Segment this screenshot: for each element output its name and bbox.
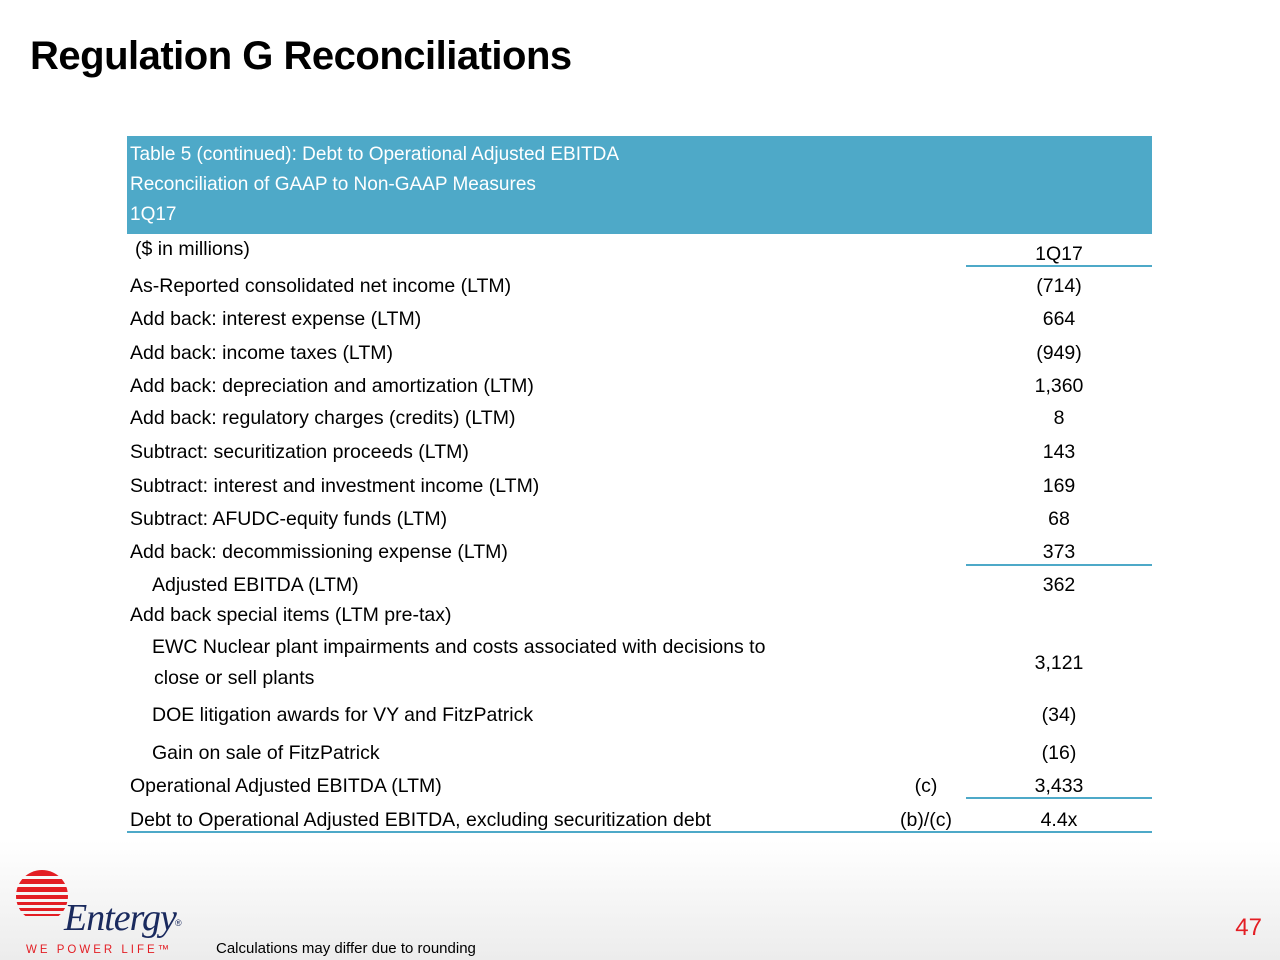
row-label-depreciation: Add back: depreciation and amortization (LTM) [130, 375, 534, 397]
row-label-adjusted-ebitda: Adjusted EBITDA (LTM) [152, 574, 359, 596]
row-label-doe-litigation: DOE litigation awards for VY and FitzPatrick [152, 704, 534, 726]
row-value-investment-income: 169 [1042, 475, 1076, 497]
entergy-logo [12, 866, 202, 960]
row-value-securitization: 143 [1042, 441, 1076, 463]
row-label-debt-ratio: Debt to Operational Adjusted EBITDA, excluding securitization debt [130, 809, 711, 831]
row-value-doe-litigation: (34) [1041, 704, 1077, 726]
row-value-afudc: 68 [1048, 508, 1070, 530]
row-value-regulatory-charges: 8 [1053, 407, 1065, 429]
row-label-securitization: Subtract: securitization proceeds (LTM) [130, 441, 469, 463]
subtotal-rule [966, 564, 1152, 566]
row-label-investment-income: Subtract: interest and investment income (LTM) [130, 475, 540, 497]
row-label-ewc-impairments-cont: close or sell plants [154, 667, 315, 689]
page-title: Regulation G Reconciliations [30, 34, 572, 78]
row-value-net-income: (714) [1036, 275, 1082, 297]
row-value-operational-ebitda: 3,433 [1034, 775, 1084, 797]
logo-tagline: WE POWER LIFE™ [26, 944, 173, 956]
row-ref-debt-ratio: (b)/(c) [900, 809, 952, 831]
table-bottom-rule [127, 831, 1152, 833]
row-label-decommissioning: Add back: decommissioning expense (LTM) [130, 541, 508, 563]
row-value-depreciation: 1,360 [1034, 375, 1084, 397]
footnote: Calculations may differ due to rounding [216, 940, 476, 957]
row-label-fitzpatrick-gain: Gain on sale of FitzPatrick [152, 742, 380, 764]
row-label-net-income: As-Reported consolidated net income (LTM) [130, 275, 512, 297]
row-value-interest-expense: 664 [1042, 308, 1076, 330]
row-value-fitzpatrick-gain: (16) [1041, 742, 1077, 764]
table-subtitle: Reconciliation of GAAP to Non-GAAP Measures [130, 174, 536, 195]
logo-registered-mark: ® [175, 918, 182, 928]
row-ref-operational-ebitda: (c) [914, 775, 938, 797]
row-value-adjusted-ebitda: 362 [1042, 574, 1076, 596]
header-underline [966, 265, 1152, 267]
row-label-income-taxes: Add back: income taxes (LTM) [130, 342, 393, 364]
row-label-afudc: Subtract: AFUDC-equity funds (LTM) [130, 508, 448, 530]
table-period: 1Q17 [130, 204, 177, 225]
table-header-band [127, 136, 1152, 234]
row-value-debt-ratio: 4.4x [1040, 809, 1078, 831]
row-value-ewc-impairments: 3,121 [1034, 652, 1084, 674]
row-label-ewc-impairments: EWC Nuclear plant impairments and costs associated with decisions to [152, 636, 766, 658]
page-number: 47 [1235, 914, 1262, 941]
units-label: ($ in millions) [135, 238, 250, 260]
row-value-income-taxes: (949) [1036, 342, 1082, 364]
row-label-operational-ebitda: Operational Adjusted EBITDA (LTM) [130, 775, 442, 797]
row-label-interest-expense: Add back: interest expense (LTM) [130, 308, 422, 330]
column-header-1q17: 1Q17 [1035, 243, 1083, 265]
total-rule [966, 797, 1152, 799]
table-title: Table 5 (continued): Debt to Operational Adjusted EBITDA [130, 144, 619, 165]
row-label-special-items: Add back special items (LTM pre-tax) [130, 604, 452, 626]
row-label-regulatory-charges: Add back: regulatory charges (credits) (LTM) [130, 407, 516, 429]
logo-wordmark: Entergy [64, 897, 176, 939]
row-value-decommissioning: 373 [1042, 541, 1076, 563]
sun-icon [12, 866, 72, 930]
